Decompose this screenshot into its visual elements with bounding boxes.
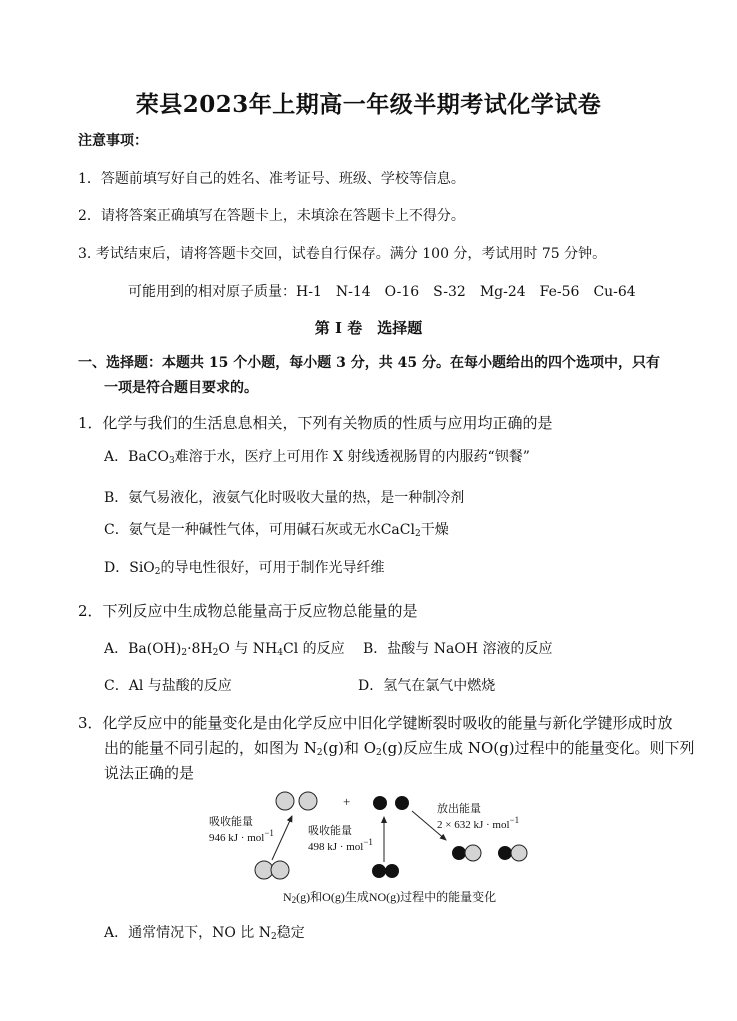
q1-option-b: B．氨气易液化，液氨气化时吸收大量的热，是一种制冷剂	[104, 490, 465, 506]
q3-stem-line1: 3．化学反应中的能量变化是由化学反应中旧化学键断裂时吸收的能量与新化学键形成时放	[78, 714, 673, 732]
atomic-masses: 可能用到的相对原子质量：H-1 N-14 O-16 S-32 Mg-24 Fe-56 Cu-64	[128, 284, 636, 300]
q2-option-b: B．盐酸与 NaOH 溶液的反应	[363, 641, 553, 657]
q1-option-c: C．氨气是一种碱性气体，可用碱石灰或无水CaCl$_2$干燥	[104, 522, 449, 539]
page-title: 荣县2023年上期高一年级半期考试化学试卷	[135, 91, 602, 118]
o2-molecule-atom	[372, 864, 386, 878]
diagram-caption: $N_2(g)$和O(g)生成NO(g)过程中的能量变化	[283, 890, 497, 905]
q2-option-c: C．Al 与盐酸的反应	[104, 678, 232, 694]
absorb-o2-energy: 498 kJ · mol$^{-1}$	[308, 837, 373, 853]
absorb-o2-label: 吸收能量	[308, 825, 352, 837]
no-molecule-o-atom	[498, 846, 512, 860]
absorb-arrow-n2	[272, 816, 292, 860]
plus-sign: +	[343, 794, 351, 809]
q3-option-a: A．通常情况下，NO 比 $N_2$稳定	[104, 925, 305, 942]
n-atom	[299, 792, 317, 810]
q2-option-a: A．$Ba(OH)_2\cdot 8H_2O$ 与 $NH_4Cl$ 的反应	[104, 641, 345, 658]
q3-stem-line3: 说法正确的是	[104, 764, 195, 782]
notice-item-3: 3. 考试结束后，请将答题卡交回，试卷自行保存。满分 100 分，考试用时 75 分钟。	[78, 246, 607, 262]
notice-item-2: 2．请将答案正确填写在答题卡上，未填涂在答题卡上不得分。	[78, 208, 465, 224]
q2-option-d: D．氢气在氯气中燃烧	[358, 678, 496, 694]
no-molecule-n-atom	[465, 845, 481, 861]
n2-molecule-atom	[255, 861, 273, 879]
q1-stem: 1．化学与我们的生活息息相关，下列有关物质的性质与应用均正确的是	[78, 414, 553, 432]
release-label: 放出能量	[437, 803, 481, 815]
o-atom	[373, 796, 387, 810]
absorb-n2-energy: 946 kJ · mol$^{-1}$	[209, 828, 274, 844]
q1-option-d: D．SiO$_2$的导电性很好，可用于制作光导纤维	[104, 560, 385, 577]
o-atom	[395, 796, 409, 810]
volume-title: 第 I 卷 选择题	[314, 319, 423, 337]
release-energy: 2 × 632 kJ · mol$^{-1}$	[437, 815, 520, 831]
n-atom	[276, 792, 294, 810]
no-molecule-o-atom	[452, 846, 466, 860]
part-heading-line1: 一、选择题：本题共 15 个小题，每小题 3 分，共 45 分。在每小题给出的四个选项中，只有	[78, 355, 660, 371]
q2-stem: 2．下列反应中生成物总能量高于反应物总能量的是	[78, 602, 418, 620]
notice-heading: 注意事项：	[78, 133, 148, 149]
q3-stem-line2: 出的能量不同引起的，如图为 $N_2(g)$和 $O_2(g)$反应生成 NO(g)过程中的能量变化。则下列	[104, 739, 695, 758]
absorb-n2-label: 吸收能量	[209, 816, 253, 828]
notice-item-1: 1．答题前填写好自己的姓名、准考证号、班级、学校等信息。	[78, 171, 465, 187]
part-heading-line2: 一项是符合题目要求的。	[104, 380, 258, 396]
n2-molecule-atom	[271, 861, 289, 879]
q1-option-a: A．BaCO$_3$难溶于水，医疗上可用作 X 射线透视肠胃的内服药“钡餐”	[104, 449, 530, 466]
no-molecule-n-atom	[511, 845, 527, 861]
o2-molecule-atom	[385, 864, 399, 878]
